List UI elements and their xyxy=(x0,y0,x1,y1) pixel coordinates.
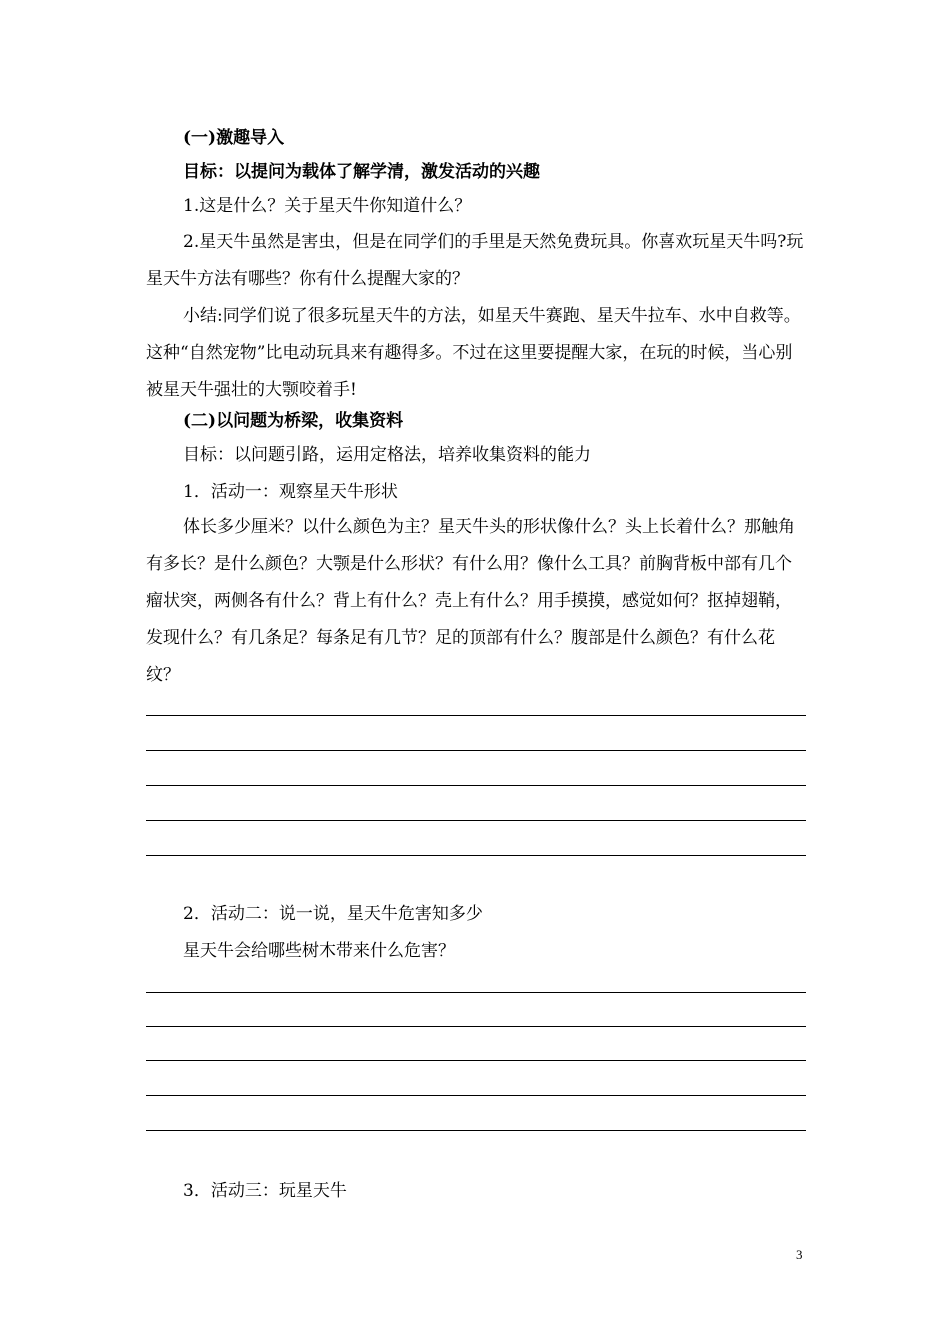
section1-question-1: 1.这是什么？关于星天牛你知道什么？ xyxy=(183,196,472,216)
activity2-title: 2．活动二：说一说，星天牛危害知多少 xyxy=(183,904,483,924)
answer-line xyxy=(146,1095,806,1096)
answer-line xyxy=(146,1026,806,1027)
section1-heading: (一)激趣导入 xyxy=(183,128,285,148)
activity1-body: 体长多少厘米？以什么颜色为主？星天牛头的形状像什么？头上长着什么？那触角有多长？是什么颜色？大颚是什么形状？有什么用？像什么工具？前胸背板中部有几个瘤状突，两侧各有什么？背上有什么？壳上有什么？用手摸摸，感觉如何？抠掉翅鞘，发现什么？有几条足？每条足有几节？足的顶部有什么？腹部是什么颜色？有什么花纹？ xyxy=(146,517,795,685)
section2-goal: 目标：以问题引路，运用定格法，培养收集资料的能力 xyxy=(183,445,591,465)
answer-line xyxy=(146,785,806,786)
answer-line xyxy=(146,992,806,993)
section2-heading: (二)以问题为桥梁，收集资料 xyxy=(183,411,404,431)
answer-line xyxy=(146,715,806,716)
section1-summary: 小结:同学们说了很多玩星天牛的方法，如星天牛赛跑、星天牛拉车、水中自救等。这种“自然宠物”比电动玩具来有趣得多。不过在这里要提醒大家，在玩的时候，当心别被星天牛强壮的大颚咬着手! xyxy=(146,306,801,400)
activity2-body: 星天牛会给哪些树木带来什么危害？ xyxy=(183,941,455,961)
section1-goal: 目标：以提问为载体了解学清，激发活动的兴趣 xyxy=(183,162,540,182)
page-number: 3 xyxy=(796,1247,803,1262)
answer-line xyxy=(146,855,806,856)
activity1-title: 1．活动一：观察星天牛形状 xyxy=(183,482,398,502)
answer-line xyxy=(146,1060,806,1061)
answer-line xyxy=(146,820,806,821)
answer-line xyxy=(146,750,806,751)
section1-question-2: 2.星天牛虽然是害虫，但是在同学们的手里是天然免费玩具。你喜欢玩星天牛吗?玩星天牛方法有哪些？你有什么提醒大家的？ xyxy=(146,232,804,289)
activity3-title: 3．活动三：玩星天牛 xyxy=(183,1181,347,1201)
answer-line xyxy=(146,1130,806,1131)
